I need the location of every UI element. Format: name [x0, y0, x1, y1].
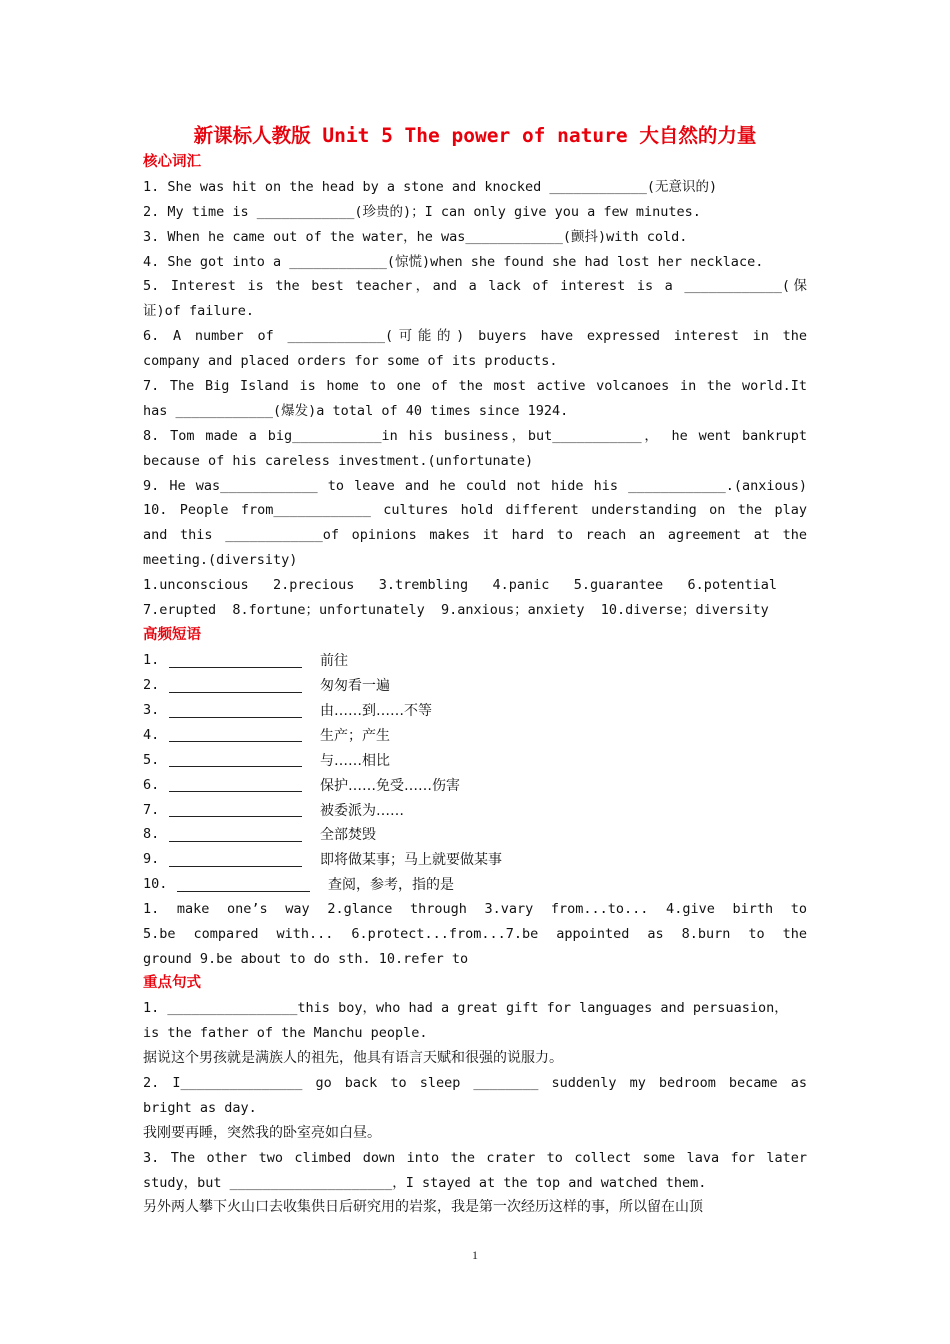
phrase-number: 9.: [143, 851, 160, 868]
sentence-line: 3. The other two climbed down into the crater to collect some lava for later: [143, 1149, 807, 1166]
sentence-translation: 另外两人攀下火山口去收集供日后研究用的岩浆，我是第一次经历这样的事，所以留在山顶: [143, 1199, 703, 1216]
vocab-line: and this ____________of opinions makes it hard to reach an agreement at the: [143, 527, 807, 544]
sentence-translation: 据说这个男孩就是满族人的祖先，他具有语言天赋和很强的说服力。: [143, 1050, 563, 1067]
phrase-item: [143, 772, 807, 797]
phrase-item: [143, 747, 807, 772]
phrase-meaning: 保护……免受……伤害: [320, 777, 460, 794]
vocab-line: 10. People from____________ cultures hold different understanding on the play: [143, 502, 807, 519]
vocab-line: because of his careless investment.(unfortunate): [143, 452, 534, 469]
phrase-item: [143, 722, 807, 747]
phrase-item: [143, 648, 807, 673]
phrase-item: [143, 698, 807, 723]
answer-blank: [169, 703, 302, 718]
phrase-number: 10.: [143, 876, 168, 893]
vocab-line: has ____________(爆发)a total of 40 times since 1924.: [143, 402, 569, 419]
vocab-line: company and placed orders for some of its products.: [143, 353, 558, 370]
vocab-line: 5. Interest is the best teacher，and a lack of interest is a ____________(保: [143, 278, 807, 295]
sentence-line: bright as day.: [143, 1099, 257, 1116]
phrase-number: 5.: [143, 751, 160, 768]
answer-blank: [169, 852, 302, 867]
phrase-meaning: 全部焚毁: [320, 827, 376, 844]
vocab-exercise: [143, 175, 807, 623]
sentence-line: 2. I_______________ go back to sleep ________ suddenly my bedroom became as: [143, 1074, 807, 1091]
vocab-line: 8. Tom made a big___________in his business，but___________， he went bankrupt: [143, 427, 807, 444]
phrase-meaning: 前往: [320, 653, 348, 670]
sentence-line: is the father of the Manchu people.: [143, 1025, 428, 1042]
phrase-answer-line: 1. make one’s way 2.glance through 3.vary from...to... 4.give birth to: [143, 900, 807, 917]
answer-blank: [169, 653, 302, 668]
sentence-translation: 我刚要再睡，突然我的卧室亮如白昼。: [143, 1124, 381, 1141]
phrase-number: 7.: [143, 801, 160, 818]
phrase-answer-line: ground 9.be about to do sth. 10.refer to: [143, 950, 469, 967]
vocab-line: 9. He was____________ to leave and he could not hide his ____________.(anxious): [143, 477, 807, 494]
sentence-line: study，but ____________________，I stayed at the top and watched them.: [143, 1174, 707, 1191]
section-heading-phrases: 高频短语: [143, 626, 201, 643]
vocab-line: 4. She got into a ____________(惊慌)when she found she had lost her necklace.: [143, 253, 764, 270]
phrase-item: [143, 847, 807, 872]
phrases-exercise: [143, 648, 807, 972]
phrase-number: 6.: [143, 776, 160, 793]
phrase-answer-line: 5.be compared with... 6.protect...from...7.be appointed as 8.burn to the: [143, 925, 807, 942]
phrase-meaning: 由……到……不等: [320, 703, 432, 720]
phrase-number: 2.: [143, 677, 160, 694]
sentence-line: 1. ________________this boy，who had a great gift for languages and persuasion，: [143, 1000, 788, 1017]
phrase-number: 8.: [143, 826, 160, 843]
phrase-item: [143, 872, 807, 897]
phrase-meaning: 被委派为……: [320, 802, 404, 819]
phrase-number: 3.: [143, 702, 160, 719]
vocab-line: 7. The Big Island is home to one of the most active volcanoes in the world.It: [143, 378, 807, 395]
answer-blank: [169, 727, 302, 742]
answer-blank: [169, 752, 302, 767]
section-heading-sentences: 重点句式: [143, 975, 201, 992]
section-heading-vocab: 核心词汇: [143, 154, 201, 170]
phrase-item: [143, 822, 807, 847]
document-page: [143, 122, 807, 1220]
phrase-meaning: 即将做某事；马上就要做某事: [320, 852, 502, 869]
page-number: 1: [472, 1248, 478, 1262]
answer-blank: [177, 877, 310, 892]
vocab-line: 1. She was hit on the head by a stone and knocked ____________(无意识的): [143, 178, 718, 195]
vocab-line: meeting.(diversity): [143, 552, 298, 569]
phrase-item: [143, 797, 807, 822]
vocab-line: 3. When he came out of the water，he was____________(颤抖)with cold.: [143, 228, 688, 245]
page-title: 新课标人教版 Unit 5 The power of nature 大自然的力量: [193, 124, 757, 147]
phrase-meaning: 生产；产生: [320, 727, 390, 744]
answer-blank: [169, 678, 302, 693]
vocab-line: 证)of failure.: [143, 303, 255, 320]
phrase-meaning: 查阅，参考，指的是: [328, 877, 454, 894]
phrase-number: 1.: [143, 652, 160, 669]
answer-blank: [169, 827, 302, 842]
phrase-meaning: 匆匆看一遍: [320, 678, 390, 695]
phrase-item: [143, 673, 807, 698]
sentences-exercise: [143, 996, 807, 1220]
answer-blank: [169, 802, 302, 817]
answer-blank: [169, 777, 302, 792]
phrase-meaning: 与……相比: [320, 752, 390, 769]
vocab-answer-line: 1.unconscious 2.precious 3.trembling 4.panic 5.guarantee 6.potential: [143, 577, 777, 594]
vocab-answer-line: 7.erupted 8.fortune；unfortunately 9.anxious；anxiety 10.diverse；diversity: [143, 602, 769, 619]
vocab-line: 6. A number of ____________(可能的) buyers have expressed interest in the: [143, 328, 807, 345]
vocab-line: 2. My time is ____________(珍贵的)；I can only give you a few minutes.: [143, 203, 701, 220]
phrase-number: 4.: [143, 726, 160, 743]
